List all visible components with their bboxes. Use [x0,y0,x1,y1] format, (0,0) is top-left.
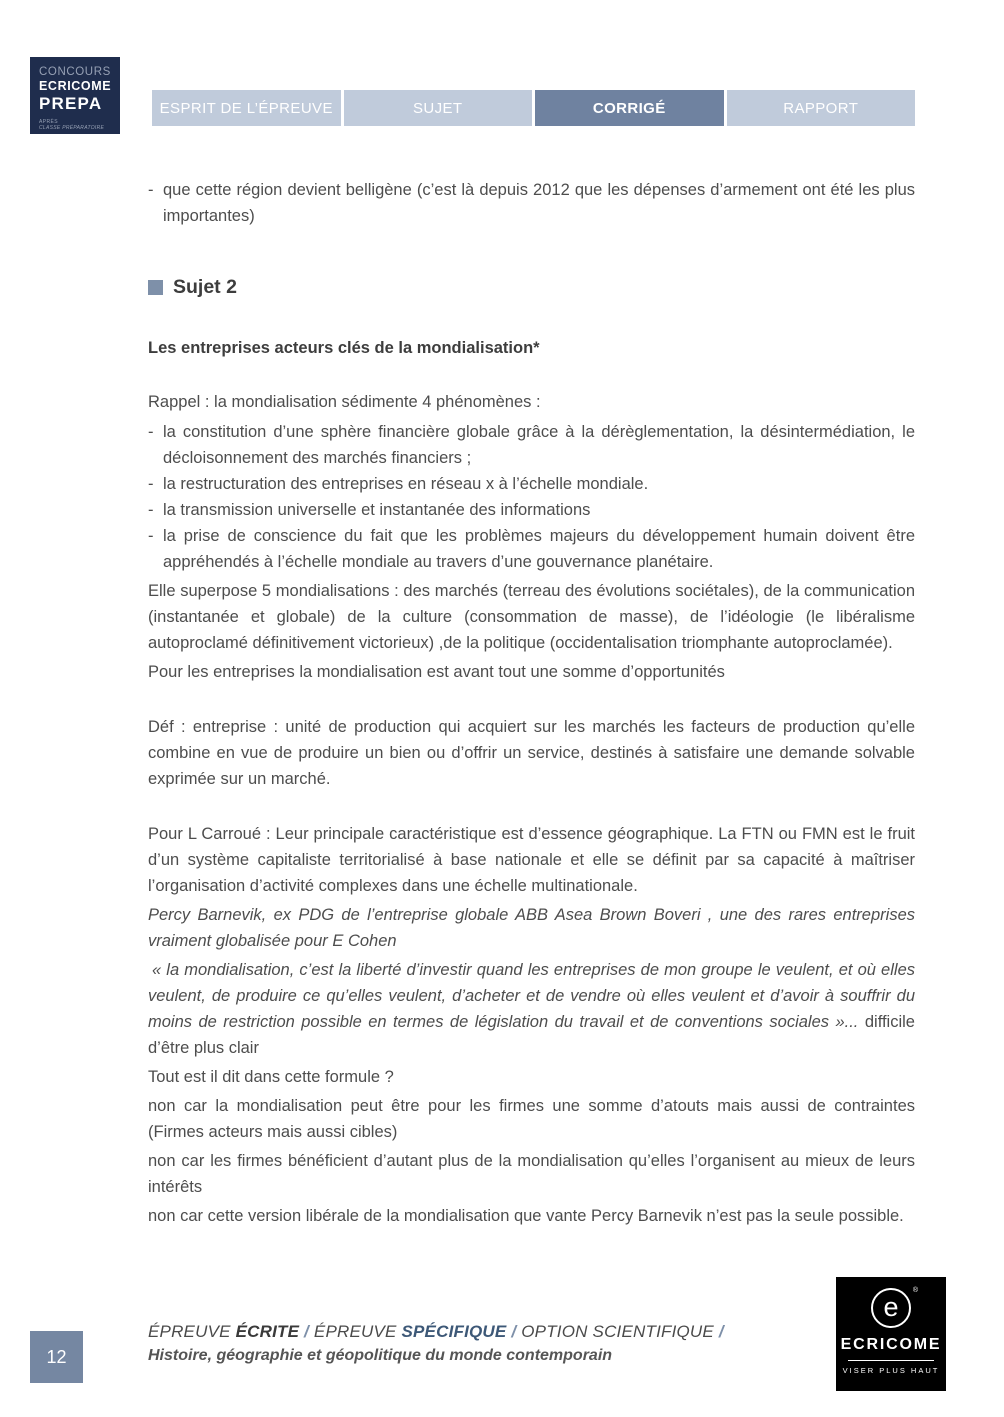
tab-rapport[interactable]: RAPPORT [727,90,916,126]
paragraph-non-2: non car les firmes bénéficient d’autant plus de la mondialisation qu’elles l’organisent au mieux de leurs intérêts [148,1152,915,1196]
list-item: - la constitution d’une sphère financière globale grâce à la dérèglementation, la désintermédiation, le décloisonnement des marchés financiers ; [148,419,915,471]
tab-corrige[interactable]: CORRIGÉ [535,90,724,126]
paragraph-superpose: Elle superpose 5 mondialisations : des marchés (terreau des évolutions sociétales), de la communication (instantanée et globale) de la culture (consommation de masse), de l’idéologie (le libéralisme autoproclamé définitivement victorieux) ,de la politique (occidentalisation triomphante autoproclamée). [148,582,915,652]
logo-classe-prepa-text: CLASSE PRÉPARATOIRE [39,124,105,131]
logo-apres-text: APRÈS [39,119,58,126]
concours-ecricome-prepa-logo [30,57,120,134]
footer-subject-title: Histoire, géographie et géopolitique du monde contemporain [148,1347,613,1364]
logo-ecricome-text: ECRICOME [39,78,112,93]
section-header [148,275,915,299]
paragraph-rappel: Rappel : la mondialisation sédimente 4 phénomènes : [148,393,541,411]
footer-separator-1: / [299,1322,314,1341]
quote-tail-text: difficile d’être plus clair [148,1013,915,1057]
footer-separator-2: / [506,1322,522,1341]
ecricome-tagline: VISER PLUS HAUT [842,1366,940,1375]
ecricome-wordmark: ECRICOME [840,1336,942,1353]
intro-bullet-item: - que cette région devient belligène (c’est là depuis 2012 que les dépenses d’armement ont été les plus importantes) [148,177,915,229]
logo-prepa-text: PREPA [39,94,103,114]
essay-title: Les entreprises acteurs clés de la mondialisation* [148,339,540,357]
tab-esprit-de-lepreuve[interactable]: ESPRIT DE L’ÉPREUVE [152,90,341,126]
footer-epreuve-1-label: ÉPREUVE [148,1322,236,1341]
logo-divider [848,1360,934,1361]
ecricome-e-icon [871,1287,918,1328]
list-item: - la transmission universelle et instantanée des informations [148,497,915,523]
tab-sujet[interactable]: SUJET [344,90,533,126]
ecricome-e-glyph: e [883,1291,899,1322]
list-item: - la restructuration des entreprises en réseau x à l’échelle mondiale. [148,471,915,497]
phenomena-list [148,419,915,575]
paragraph-barnevik: Percy Barnevik, ex PDG de l’entreprise globale ABB Asea Brown Boveri , une des rares entreprises vraiment globalisée pour E Cohen [148,906,915,950]
tab-bar [152,90,915,126]
paragraph-non-1: non car la mondialisation peut être pour les firmes une somme d’atouts mais aussi de contraintes (Firmes acteurs mais aussi cibles) [148,1097,915,1141]
list-item: - la prise de conscience du fait que les problèmes majeurs du développement humain doivent être appréhendés à l’échelle mondiale au travers d’une gouvernance planétaire. [148,523,915,575]
logo-concours-text: CONCOURS [39,66,111,78]
footer-epreuve-2-label: ÉPREUVE [313,1322,402,1341]
paragraph-opportunites: Pour les entreprises la mondialisation est avant tout une somme d’opportunités [148,663,725,681]
footer-separator-3: / [713,1322,724,1341]
section-title: Sujet 2 [173,276,237,298]
footer-ecrite-label: ÉCRITE [235,1322,300,1341]
ecricome-logo [836,1277,946,1391]
quote-italic-text: « la mondialisation, c’est la liberté d’investir quand les entreprises de mon groupe le veulent, et où elles veulent, de produire ce qu’elles veulent, d’acheter et de vendre où elles veulent et d’avoir à souffrir du moins de restriction possible en termes de législation du travail et de conventions sociales »... [148,961,915,1031]
paragraph-definition: Déf : entreprise : unité de production qui acquiert sur les marchés les facteurs de production qu’elle combine en vue de produire un bien ou d’offrir un service, destinés à satisfaire une demande solvable exprimée sur un marché. [148,718,915,788]
page-number-badge: 12 [30,1331,83,1383]
paragraph-carroue: Pour L Carroué : Leur principale caractéristique est d’essence géographique. La FTN ou FMN est le fruit d’un système capitaliste territorialisé à base nationale et elle se définit par sa capacité à maîtriser l’organisation d’activité complexes dans une échelle multinationale. [148,825,915,895]
paragraph-non-3: non car cette version libérale de la mondialisation que vante Percy Barnevik n’est pas la seule possible. [148,1207,904,1225]
paragraph-question: Tout est il dit dans cette formule ? [148,1068,394,1086]
registered-mark-icon: ® [912,1287,918,1294]
footer-epreuve-line [148,1322,724,1342]
section-bullet-square-icon [148,280,163,295]
footer-specifique-label: SPÉCIFIQUE [401,1322,507,1341]
paragraph-quote [148,957,915,1061]
footer-option-label: OPTION SCIENTIFIQUE [521,1322,714,1341]
document-content [148,177,915,1229]
footer [148,1322,724,1365]
